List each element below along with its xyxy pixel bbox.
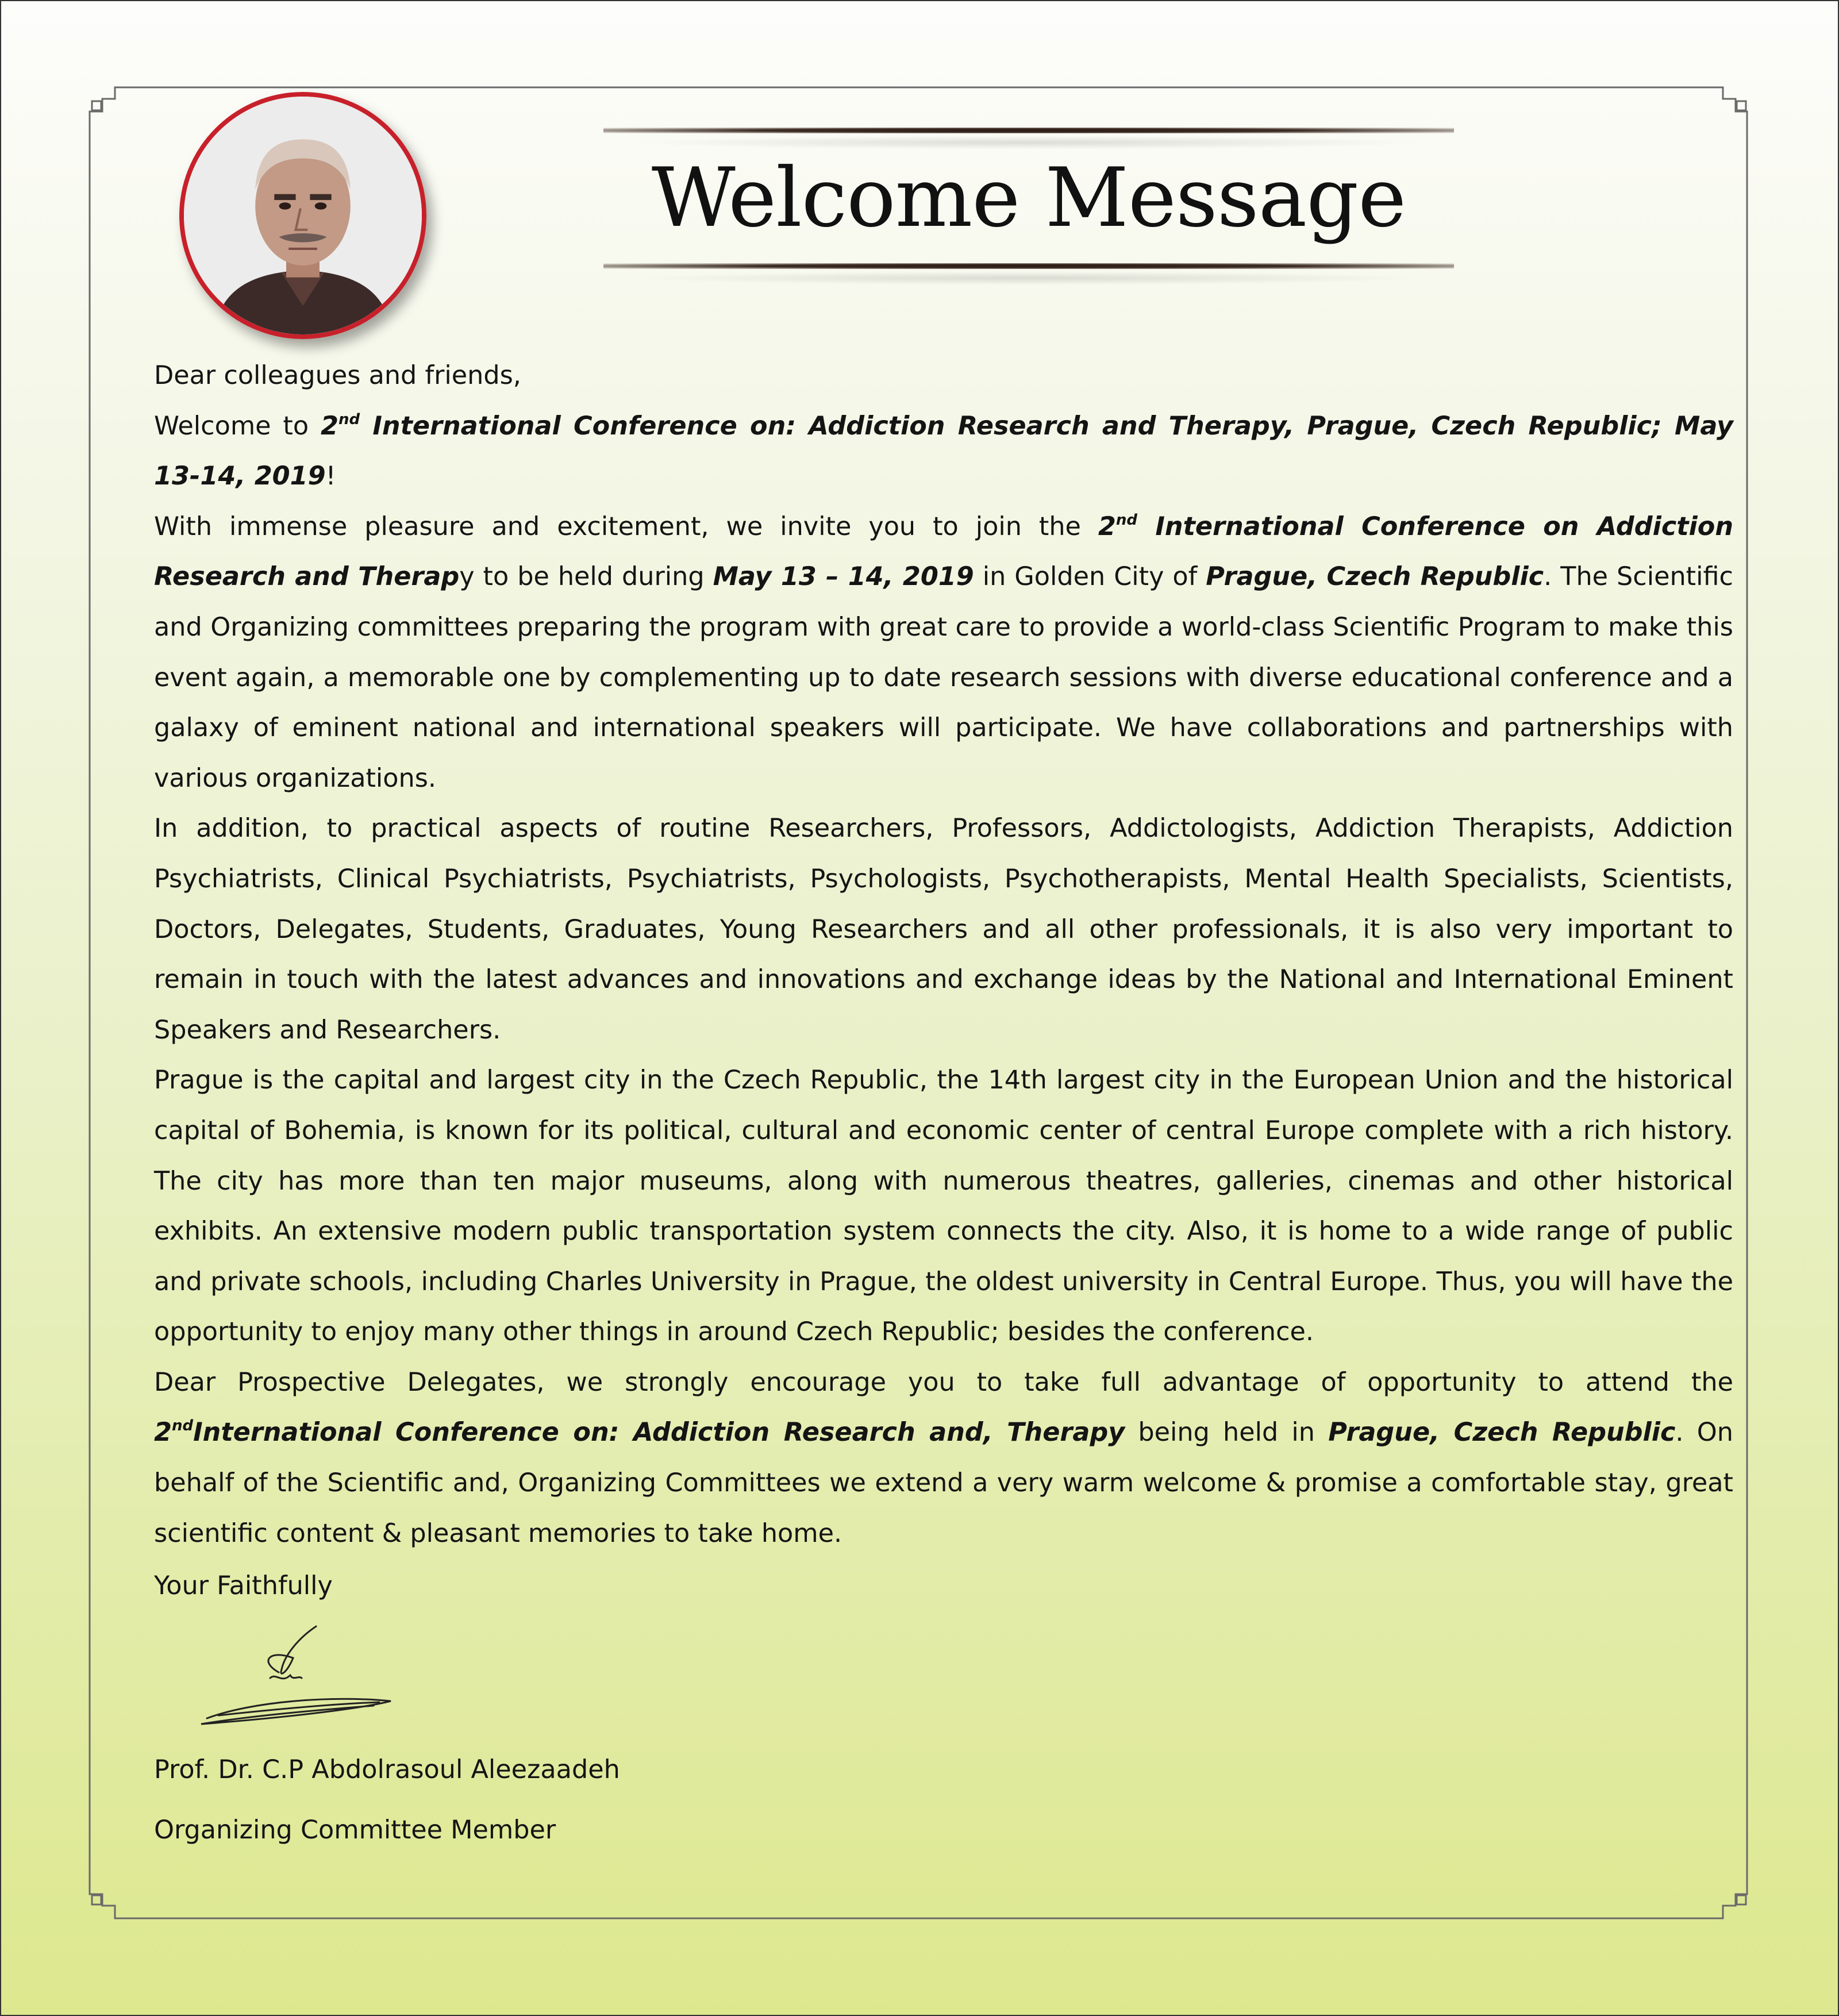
paragraph-invitation: With immense pleasure and excitement, we invite you to join the 2nd International Conference on Addiction Research and Therapy to be held during May 13 – 14, 2019 in Golden City of Prague, Czech Republic. The Scientific and Organizing committees preparing the program with great care to provide a world-class Scientific Program to make this event again, a memorable one by complementing up to date research sessions with diverse educational conference and a galaxy of eminent national and international speakers will participate. We have collaborations and partnerships with various organizations.: [154, 511, 1733, 793]
title-rule-top: [603, 128, 1454, 133]
closing-line: Your Faithfully: [154, 1571, 333, 1601]
letter-body: [154, 351, 1733, 1559]
paragraph-prague: Prague is the capital and largest city in the Czech Republic, the 14th largest city in the European Union and the historical capital of Bohemia, is known for its political, cultural and economic center of central Europe complete with a rich history. The city has more than ten major museums, along with numerous theatres, galleries, cinemas and other historical exhibits. An extensive modern public transportation system connects the city. Also, it is home to a wide range of public and private schools, including Charles University in Prague, the oldest university in Central Europe. Thus, you will have the opportunity to enjoy many other things in around Czech Republic; besides the conference.: [154, 1065, 1733, 1347]
greeting: Dear colleagues and friends,: [154, 361, 521, 390]
paragraph-encouragement: Dear Prospective Delegates, we strongly encourage you to take full advantage of opportunity to attend the 2ndInternational Conference on: Addiction Research and, Therapy being held in Prague, Czech Republic. On behalf of the Scientific and, Organizing Committees we extend a very warm welcome & promise a comfortable stay, great scientific content & pleasant memories to take home.: [154, 1367, 1733, 1548]
signatory-role: Organizing Committee Member: [154, 1815, 556, 1845]
signature-icon: [184, 1615, 402, 1747]
title-rule-bottom: [603, 263, 1454, 269]
signatory-name: Prof. Dr. C.P Abdolrasoul Aleezaadeh: [154, 1755, 620, 1784]
paragraph-welcome: Welcome to 2nd International Conference on: Addiction Research and Therapy, Prague, Czech Republic; May 13-14, 2019!: [154, 410, 1733, 491]
speaker-photo: [179, 92, 426, 339]
page-title: Welcome Message: [651, 151, 1406, 245]
portrait-photo-icon: [179, 92, 426, 339]
paragraph-audience: In addition, to practical aspects of routine Researchers, Professors, Addictologists, Addiction Therapists, Addiction Psychiatrists, Clinical Psychiatrists, Psychiatrists, Psychologists, Psychotherapists, Mental Health Specialists, Scientists, Doctors, Delegates, Students, Graduates, Young Researchers and all other professionals, it is also very important to remain in touch with the latest advances and innovations and exchange ideas by the National and International Eminent Speakers and Researchers.: [154, 814, 1733, 1045]
